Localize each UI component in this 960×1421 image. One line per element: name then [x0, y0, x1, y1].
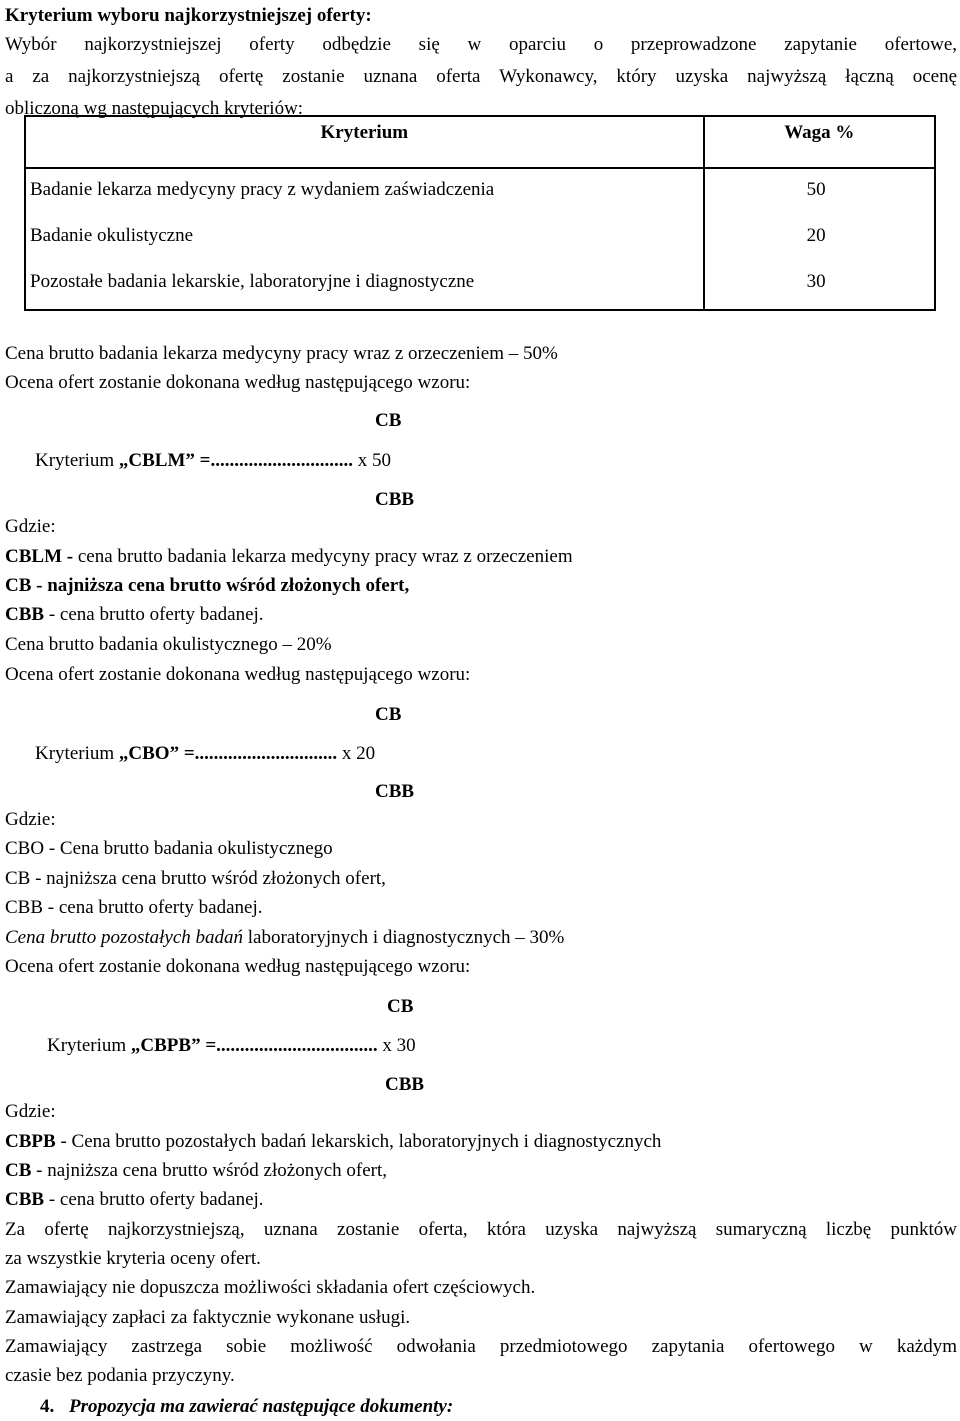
- table-row-weight: 50: [806, 179, 826, 200]
- formula-factor: x 20: [337, 743, 376, 764]
- section2-def-3: CBB - cena brutto oferty badanej.: [5, 897, 263, 918]
- formula-dots: ..............................: [194, 743, 338, 764]
- section1-denominator: CBB: [375, 489, 415, 510]
- intro-line-2: a za najkorzystniejszą ofertę zostanie uznana oferta Wykonawcy, który uzyska najwyższą łączną ocenę: [5, 66, 957, 87]
- formula-dots: ..................................: [216, 1035, 378, 1056]
- section1-def-3: [5, 600, 264, 629]
- paragraph-line: Zamawiający zastrzega sobie możliwość odwołania przedmiotowego zapytania ofertowego w każdym: [5, 1336, 957, 1357]
- def-term: CBLM -: [5, 546, 74, 567]
- section1-formula-intro: Ocena ofert zostanie dokonana według następującego wzoru:: [5, 372, 471, 393]
- formula-name: „CBO” =: [118, 743, 195, 764]
- intro-paragraph: [5, 29, 957, 125]
- intro-line-1: Wybór najkorzystniejszej oferty odbędzie się w oparciu o przeprowadzone zapytanie ofertowe,: [5, 34, 957, 55]
- section3-formula-intro: Ocena ofert zostanie dokonana według następującego wzoru:: [5, 956, 471, 977]
- section3-formula: [47, 1031, 416, 1060]
- formula-name: „CBPB” =: [130, 1035, 217, 1056]
- section1-def-2: CB - najniższa cena brutto wśród złożonych ofert,: [5, 575, 410, 596]
- formula-factor: x 30: [377, 1035, 416, 1056]
- table-row-criterion: Badanie okulistyczne: [30, 225, 194, 246]
- section3-where: Gdzie:: [5, 1101, 56, 1122]
- section3-denominator: CBB: [385, 1074, 425, 1095]
- def-text: cena brutto badania lekarza medycyny pracy wraz z orzeczeniem: [73, 546, 573, 567]
- def-text: - cena brutto oferty badanej.: [44, 604, 264, 625]
- formula-prefix: Kryterium: [47, 1035, 131, 1056]
- section2-def-2: CB - najniższa cena brutto wśród złożonych ofert,: [5, 868, 386, 889]
- table-row-criterion: Badanie lekarza medycyny pracy z wydaniem zaświadczenia: [30, 179, 495, 200]
- table-row-weight: 20: [806, 225, 826, 246]
- def-text: - cena brutto oferty badanej.: [44, 1189, 264, 1210]
- list-item-4: [40, 1392, 453, 1421]
- section3-def-2: [5, 1156, 387, 1185]
- table-criteria-cell: [25, 168, 704, 310]
- def-text: - Cena brutto pozostałych badań lekarskich, laboratoryjnych i diagnostycznych: [55, 1131, 662, 1152]
- list-text: Propozycja ma zawierać następujące dokumenty:: [69, 1396, 454, 1417]
- intro-line-3: obliczoną wg następujących kryteriów:: [5, 98, 304, 119]
- section3-def-3: [5, 1185, 264, 1214]
- list-number: 4.: [40, 1396, 55, 1417]
- section1-where: Gdzie:: [5, 516, 56, 537]
- table-row-weight: 30: [806, 271, 826, 292]
- def-text: - najniższa cena brutto wśród złożonych ofert,: [31, 1160, 387, 1181]
- formula-prefix: Kryterium: [35, 743, 119, 764]
- section3-def-1: [5, 1127, 661, 1156]
- table-header-criterion: Kryterium: [25, 116, 704, 168]
- section2-numerator: CB: [375, 704, 402, 725]
- section2-denominator: CBB: [375, 781, 415, 802]
- heading-rest: laboratoryjnych i diagnostycznych – 30%: [243, 927, 565, 948]
- closing-paragraph-1: [5, 1215, 957, 1273]
- table-row-criterion: Pozostałe badania lekarskie, laboratoryjne i diagnostyczne: [30, 271, 475, 292]
- section1-formula: [35, 446, 391, 475]
- section2-formula: [35, 739, 375, 768]
- section-title: Kryterium wyboru najkorzystniejszej oferty:: [5, 5, 372, 26]
- paragraph-line: czasie bez podania przyczyny.: [5, 1365, 235, 1386]
- section2-def-1: CBO - Cena brutto badania okulistycznego: [5, 838, 333, 859]
- section1-def-1: [5, 542, 573, 571]
- closing-paragraph-3: Zamawiający zapłaci za faktycznie wykonane usługi.: [5, 1307, 411, 1328]
- section2-where: Gdzie:: [5, 809, 56, 830]
- def-term: CBPB: [5, 1131, 56, 1152]
- paragraph-line: za wszystkie kryteria oceny ofert.: [5, 1248, 261, 1269]
- table-header-weight: Waga %: [704, 116, 935, 168]
- section1-heading: Cena brutto badania lekarza medycyny pracy wraz z orzeczeniem – 50%: [5, 343, 558, 364]
- section1-numerator: CB: [375, 410, 402, 431]
- heading-italic: Cena brutto pozostałych badań: [5, 927, 244, 948]
- section2-heading: Cena brutto badania okulistycznego – 20%: [5, 634, 332, 655]
- table-weights-cell: [704, 168, 935, 310]
- section3-numerator: CB: [387, 996, 414, 1017]
- def-term: CB: [5, 1160, 32, 1181]
- paragraph-line: Za ofertę najkorzystniejszą, uznana zostanie oferta, która uzyska najwyższą sumaryczną liczbę punktów: [5, 1219, 957, 1240]
- def-term: CBB: [5, 604, 45, 625]
- section2-formula-intro: Ocena ofert zostanie dokonana według następującego wzoru:: [5, 664, 471, 685]
- formula-dots: ..............................: [210, 450, 353, 471]
- formula-factor: x 50: [352, 450, 391, 471]
- section3-heading: [5, 923, 564, 952]
- closing-paragraph-2: Zamawiający nie dopuszcza możliwości składania ofert częściowych.: [5, 1277, 536, 1298]
- formula-name: „CBLM” =: [118, 450, 211, 471]
- def-term: CBB: [5, 1189, 45, 1210]
- criteria-table: [24, 115, 936, 311]
- closing-paragraph-4: [5, 1332, 957, 1390]
- formula-prefix: Kryterium: [35, 450, 119, 471]
